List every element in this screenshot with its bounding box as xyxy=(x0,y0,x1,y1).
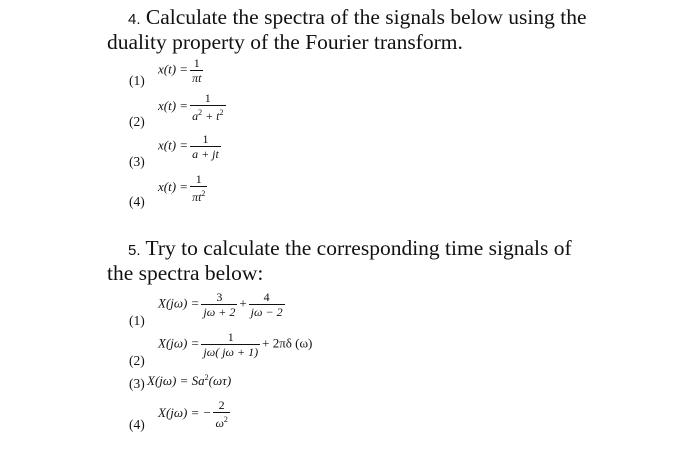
q4-item-4-label: (4) xyxy=(129,194,145,209)
q4-item-3-equation xyxy=(158,132,223,161)
q5-item-2-denominator: jω( jω + 1) xyxy=(203,345,259,359)
q4-item-4-den-base: πt xyxy=(192,190,202,204)
q5-item-3-expression: X(jω) = Sa xyxy=(147,373,205,388)
q4-item-2-den-a: a xyxy=(192,109,199,123)
q5-item-2-equation xyxy=(158,330,312,359)
q4-item-3-label: (3) xyxy=(129,154,145,169)
q4-item-3-numerator: 1 xyxy=(202,132,209,146)
q4-item-4-den-exp: 2 xyxy=(201,189,206,198)
q5-item-1-fraction-b-numerator: 4 xyxy=(263,290,270,304)
q4-item-1-denominator: πt xyxy=(192,71,202,85)
q5-item-4-den-exp: 2 xyxy=(223,415,228,424)
q5-item-2-numerator: 1 xyxy=(227,330,234,344)
q4-item-2-denominator xyxy=(190,105,225,123)
q5-item-1-plus: + xyxy=(239,295,247,311)
q4-item-4-numerator: 1 xyxy=(195,172,202,186)
q4-item-4-fraction xyxy=(190,172,207,204)
q5-item-4-den-base: ω xyxy=(215,416,224,430)
q5-item-4-numerator: 2 xyxy=(218,398,225,412)
q5-item-2-fraction xyxy=(201,330,260,359)
q4-item-1-fraction xyxy=(190,56,203,85)
q4-item-2-lhs: x(t) = xyxy=(158,97,189,113)
q5-item-4-lhs: X(jω) = − xyxy=(158,404,212,420)
q5-item-4-fraction xyxy=(213,398,229,430)
q4-item-2-numerator: 1 xyxy=(204,91,211,105)
q4-item-1-equation xyxy=(158,56,205,85)
q5-item-1-label: (1) xyxy=(129,313,145,328)
q4-item-4-lhs: x(t) = xyxy=(158,178,189,194)
q4-item-4-equation xyxy=(158,172,209,204)
q5-item-1-fraction-b-denominator: jω − 2 xyxy=(250,305,283,319)
q4-item-3-lhs: x(t) = xyxy=(158,137,189,153)
q5-heading-line2: the spectra below: xyxy=(107,261,264,285)
q5-item-2-label: (2) xyxy=(129,353,145,368)
q5-item-4-equation xyxy=(158,398,232,430)
q4-number: 4. xyxy=(128,11,141,28)
q4-item-3-fraction xyxy=(190,132,221,161)
q4-item-1-numerator: 1 xyxy=(193,56,200,70)
q4-item-3-denominator: a + jt xyxy=(192,147,219,161)
q4-text-line1: Calculate the spectra of the signals below using the xyxy=(145,5,587,29)
q5-item-1-equation xyxy=(158,290,287,319)
q4-item-2-den-a-exp: 2 xyxy=(198,108,203,117)
q5-item-3-equation xyxy=(147,373,231,389)
q5-item-3-exponent: 2 xyxy=(204,373,209,382)
q5-item-2-lhs: X(jω) = xyxy=(158,335,200,351)
q4-item-2-fraction xyxy=(190,91,225,123)
q5-item-1-fraction-a-denominator: jω + 2 xyxy=(203,305,236,319)
q5-item-1-lhs: X(jω) = xyxy=(158,295,200,311)
q5-item-1-fraction-a xyxy=(201,290,237,319)
q5-item-2-delta-term: + 2πδ (ω) xyxy=(262,335,313,351)
q5-number: 5. xyxy=(128,242,141,259)
q4-item-2-equation xyxy=(158,91,228,123)
q5-item-3-argument: (ωτ) xyxy=(208,373,232,388)
q5-text-line1: Try to calculate the corresponding time signals of xyxy=(145,236,572,260)
q4-item-2-den-t: + t xyxy=(202,109,220,123)
q4-heading-line2: duality property of the Fourier transform. xyxy=(107,30,463,54)
q4-item-1-lhs: x(t) = xyxy=(158,61,189,77)
q5-item-1-fraction-a-numerator: 3 xyxy=(216,290,223,304)
q4-item-1-label: (1) xyxy=(129,73,145,88)
q5-item-4-label: (4) xyxy=(129,417,145,432)
q4-item-2-den-t-exp: 2 xyxy=(219,108,224,117)
q5-item-3-label: (3) xyxy=(129,376,145,391)
q4-item-2-label: (2) xyxy=(129,114,145,129)
q5-item-4-denominator xyxy=(213,412,229,430)
q4-item-4-denominator xyxy=(190,186,207,204)
q5-item-1-fraction-b xyxy=(249,290,285,319)
